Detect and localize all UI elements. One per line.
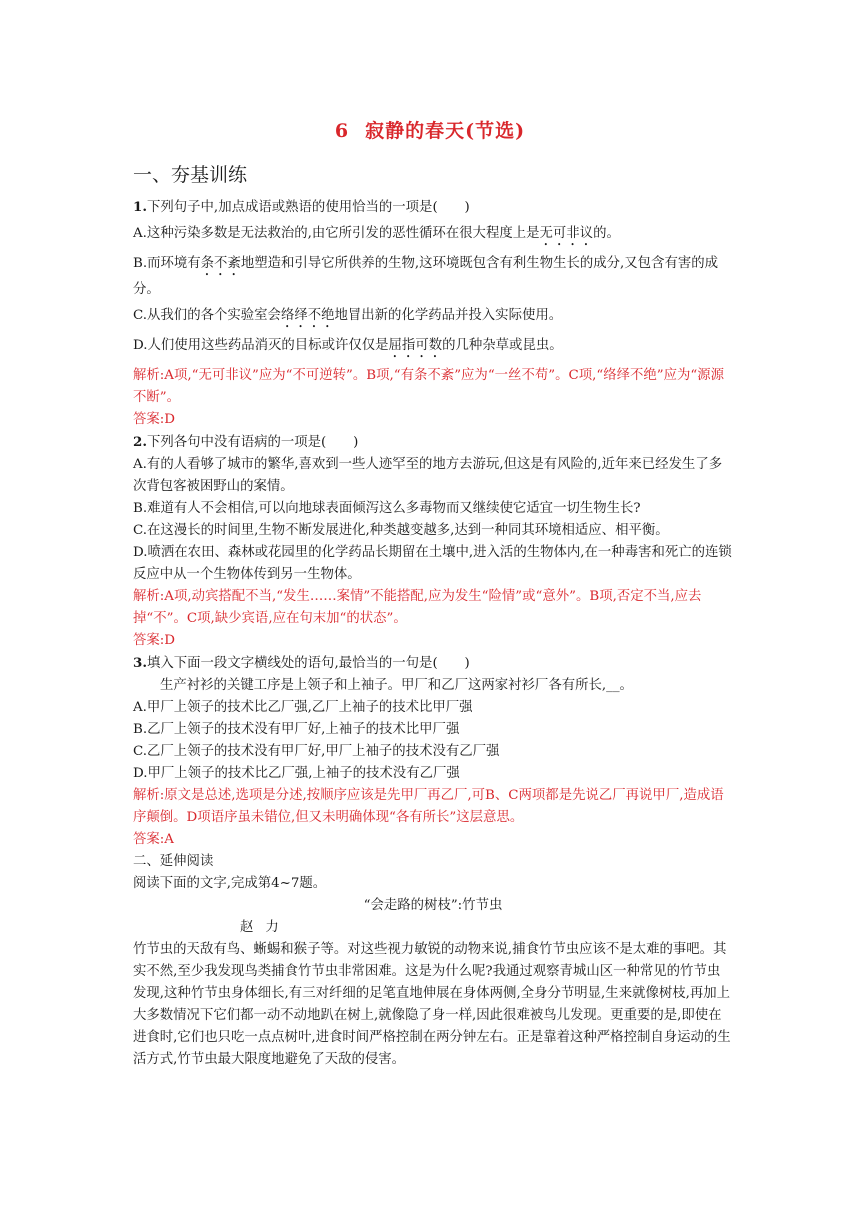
question-3-passage: 生产衬衫的关键工序是上领子和上袖子。甲厂和乙厂这两家衬衫厂各有所长,__。 [160, 678, 633, 693]
dotted-phrase: 屈指可数 [388, 338, 443, 353]
analysis-text: A项,动宾搭配不当,“发生……案情”不能搭配,应为发生“险情”或“意外”。B项,否定不当,应去掉“不”。C项,缺少宾语,应在句末加“的状态”。 [133, 589, 702, 626]
analysis-text: A项,“无可非议”应为“不可逆转”。B项,“有条不紊”应为“一丝不苟”。C项,“络绎不绝”应为“源源不断”。 [133, 368, 725, 405]
question-number: 1. [133, 199, 147, 215]
section-heading-reading: 二、延伸阅读 [133, 854, 214, 869]
question-1-answer: 答案:D [133, 412, 176, 427]
dotted-phrase: 络绎不绝 [280, 308, 335, 323]
lesson-number: 6 [334, 120, 350, 142]
option-text: C.从我们的各个实验室会 [133, 308, 281, 323]
question-3-answer: 答案:A [133, 832, 174, 847]
lesson-title [0, 116, 860, 143]
question-1-analysis [133, 365, 733, 409]
question-3-stem [133, 652, 733, 675]
question-3-option-a: A.甲厂上领子的技术比乙厂强,乙厂上袖子的技术比甲厂强 [133, 700, 473, 715]
question-3-option-c: C.乙厂上领子的技术没有甲厂好,甲厂上袖子的技术没有乙厂强 [133, 744, 500, 759]
question-1-option-c [133, 305, 733, 331]
question-3-option-d: D.甲厂上领子的技术比乙厂强,上袖子的技术没有乙厂强 [133, 766, 460, 781]
question-2-option-d: D.喷洒在农田、森林或花园里的化学药品长期留在土壤中,进入活的生物体内,在一种毒害和死亡的连锁反应中从一个生物体传到另一生物体。 [133, 545, 732, 582]
option-text: 地塑造和引导它所供养的生物,这环境既包含有利生物生长的成分,又包含有害的成分。 [133, 256, 719, 297]
question-3-option-b: B.乙厂上领子的技术没有甲厂好,上袖子的技术比甲厂强 [133, 722, 460, 737]
document-body [133, 196, 733, 1071]
article-author: 赵力 [240, 920, 291, 935]
option-text: 地冒出新的化学药品并投入实际使用。 [334, 308, 563, 323]
option-text: D.人们使用这些药品消灭的目标或许仅仅是 [133, 338, 389, 353]
question-number: 2. [133, 434, 147, 450]
question-1-option-b [133, 253, 733, 301]
question-text: 填入下面一段文字横线处的语句,最恰当的一句是( ) [146, 656, 470, 671]
reading-instructions: 阅读下面的文字,完成第4~7题。 [133, 876, 327, 891]
dotted-phrase: 条不紊 [200, 256, 241, 271]
question-2-stem [133, 431, 733, 454]
option-text: A.这种污染多数是无法救治的,由它所引发的恶性循环在很大程度上是 [133, 226, 540, 241]
article-paragraph: 竹节虫的天敌有鸟、蜥蜴和猴子等。对这些视力敏锐的动物来说,捕食竹节虫应该不是太难的事吧。其实不然,至少我发现鸟类捕食竹节虫非常困难。这是为什么呢?我通过观察青城山区一种常见的竹节虫发现,这种竹节虫身体细长,有三对纤细的足笔直地伸展在身体两侧,全身分节明显,生来就像树枝,再加上大多数情况下它们都一动不动地趴在树上,就像隐了身一样,因此很难被鸟儿发现。更重要的是,即使在进食时,它们也只吃一点点树叶,进食时间严格控制在两分钟左右。正是靠着这种严格控制自身运动的生活方式,竹节虫最大限度地避免了天敌的侵害。 [133, 942, 731, 1067]
question-2-option-b: B.难道有人不会相信,可以向地球表面倾泻这么多毒物而又继续使它适宜一切生物生长? [133, 501, 641, 516]
analysis-label: 解析: [133, 788, 165, 803]
analysis-text: 原文是总述,选项是分述,按顺序应该是先甲厂再乙厂,可B、C两项都是先说乙厂再说甲厂,造成语序颠倒。D项语序虽未错位,但又未明确体现“各有所长”这层意思。 [133, 788, 724, 825]
question-1-option-d [133, 335, 733, 361]
section-heading-basic: 一、夯基训练 [133, 164, 248, 186]
question-number: 3. [133, 655, 147, 671]
question-2-analysis [133, 586, 733, 630]
lesson-title-text: 寂静的春天(节选) [365, 120, 526, 142]
dotted-phrase: 无可非议 [539, 226, 594, 241]
question-text: 下列句子中,加点成语或熟语的使用恰当的一项是( ) [146, 200, 470, 215]
article-title: “会走路的树枝”:竹节虫 [363, 898, 503, 913]
question-2-answer: 答案:D [133, 633, 176, 648]
question-2-option-c: C.在这漫长的时间里,生物不断发展进化,种类越变越多,达到一种同其环境相适应、相平衡。 [133, 523, 669, 538]
question-text: 下列各句中没有语病的一项是( ) [146, 435, 359, 450]
option-text: B.而环境有 [133, 256, 201, 271]
question-1-stem [133, 196, 733, 219]
option-text: 的。 [593, 226, 620, 241]
analysis-label: 解析: [133, 368, 165, 383]
question-2-option-a: A.有的人看够了城市的繁华,喜欢到一些人迹罕至的地方去游玩,但这是有风险的,近年来已经发生了多次背包客被困野山的案情。 [133, 457, 723, 494]
question-3-analysis [133, 785, 733, 829]
question-1-option-a [133, 223, 733, 249]
analysis-label: 解析: [133, 589, 165, 604]
option-text: 的几种杂草或昆虫。 [442, 338, 563, 353]
